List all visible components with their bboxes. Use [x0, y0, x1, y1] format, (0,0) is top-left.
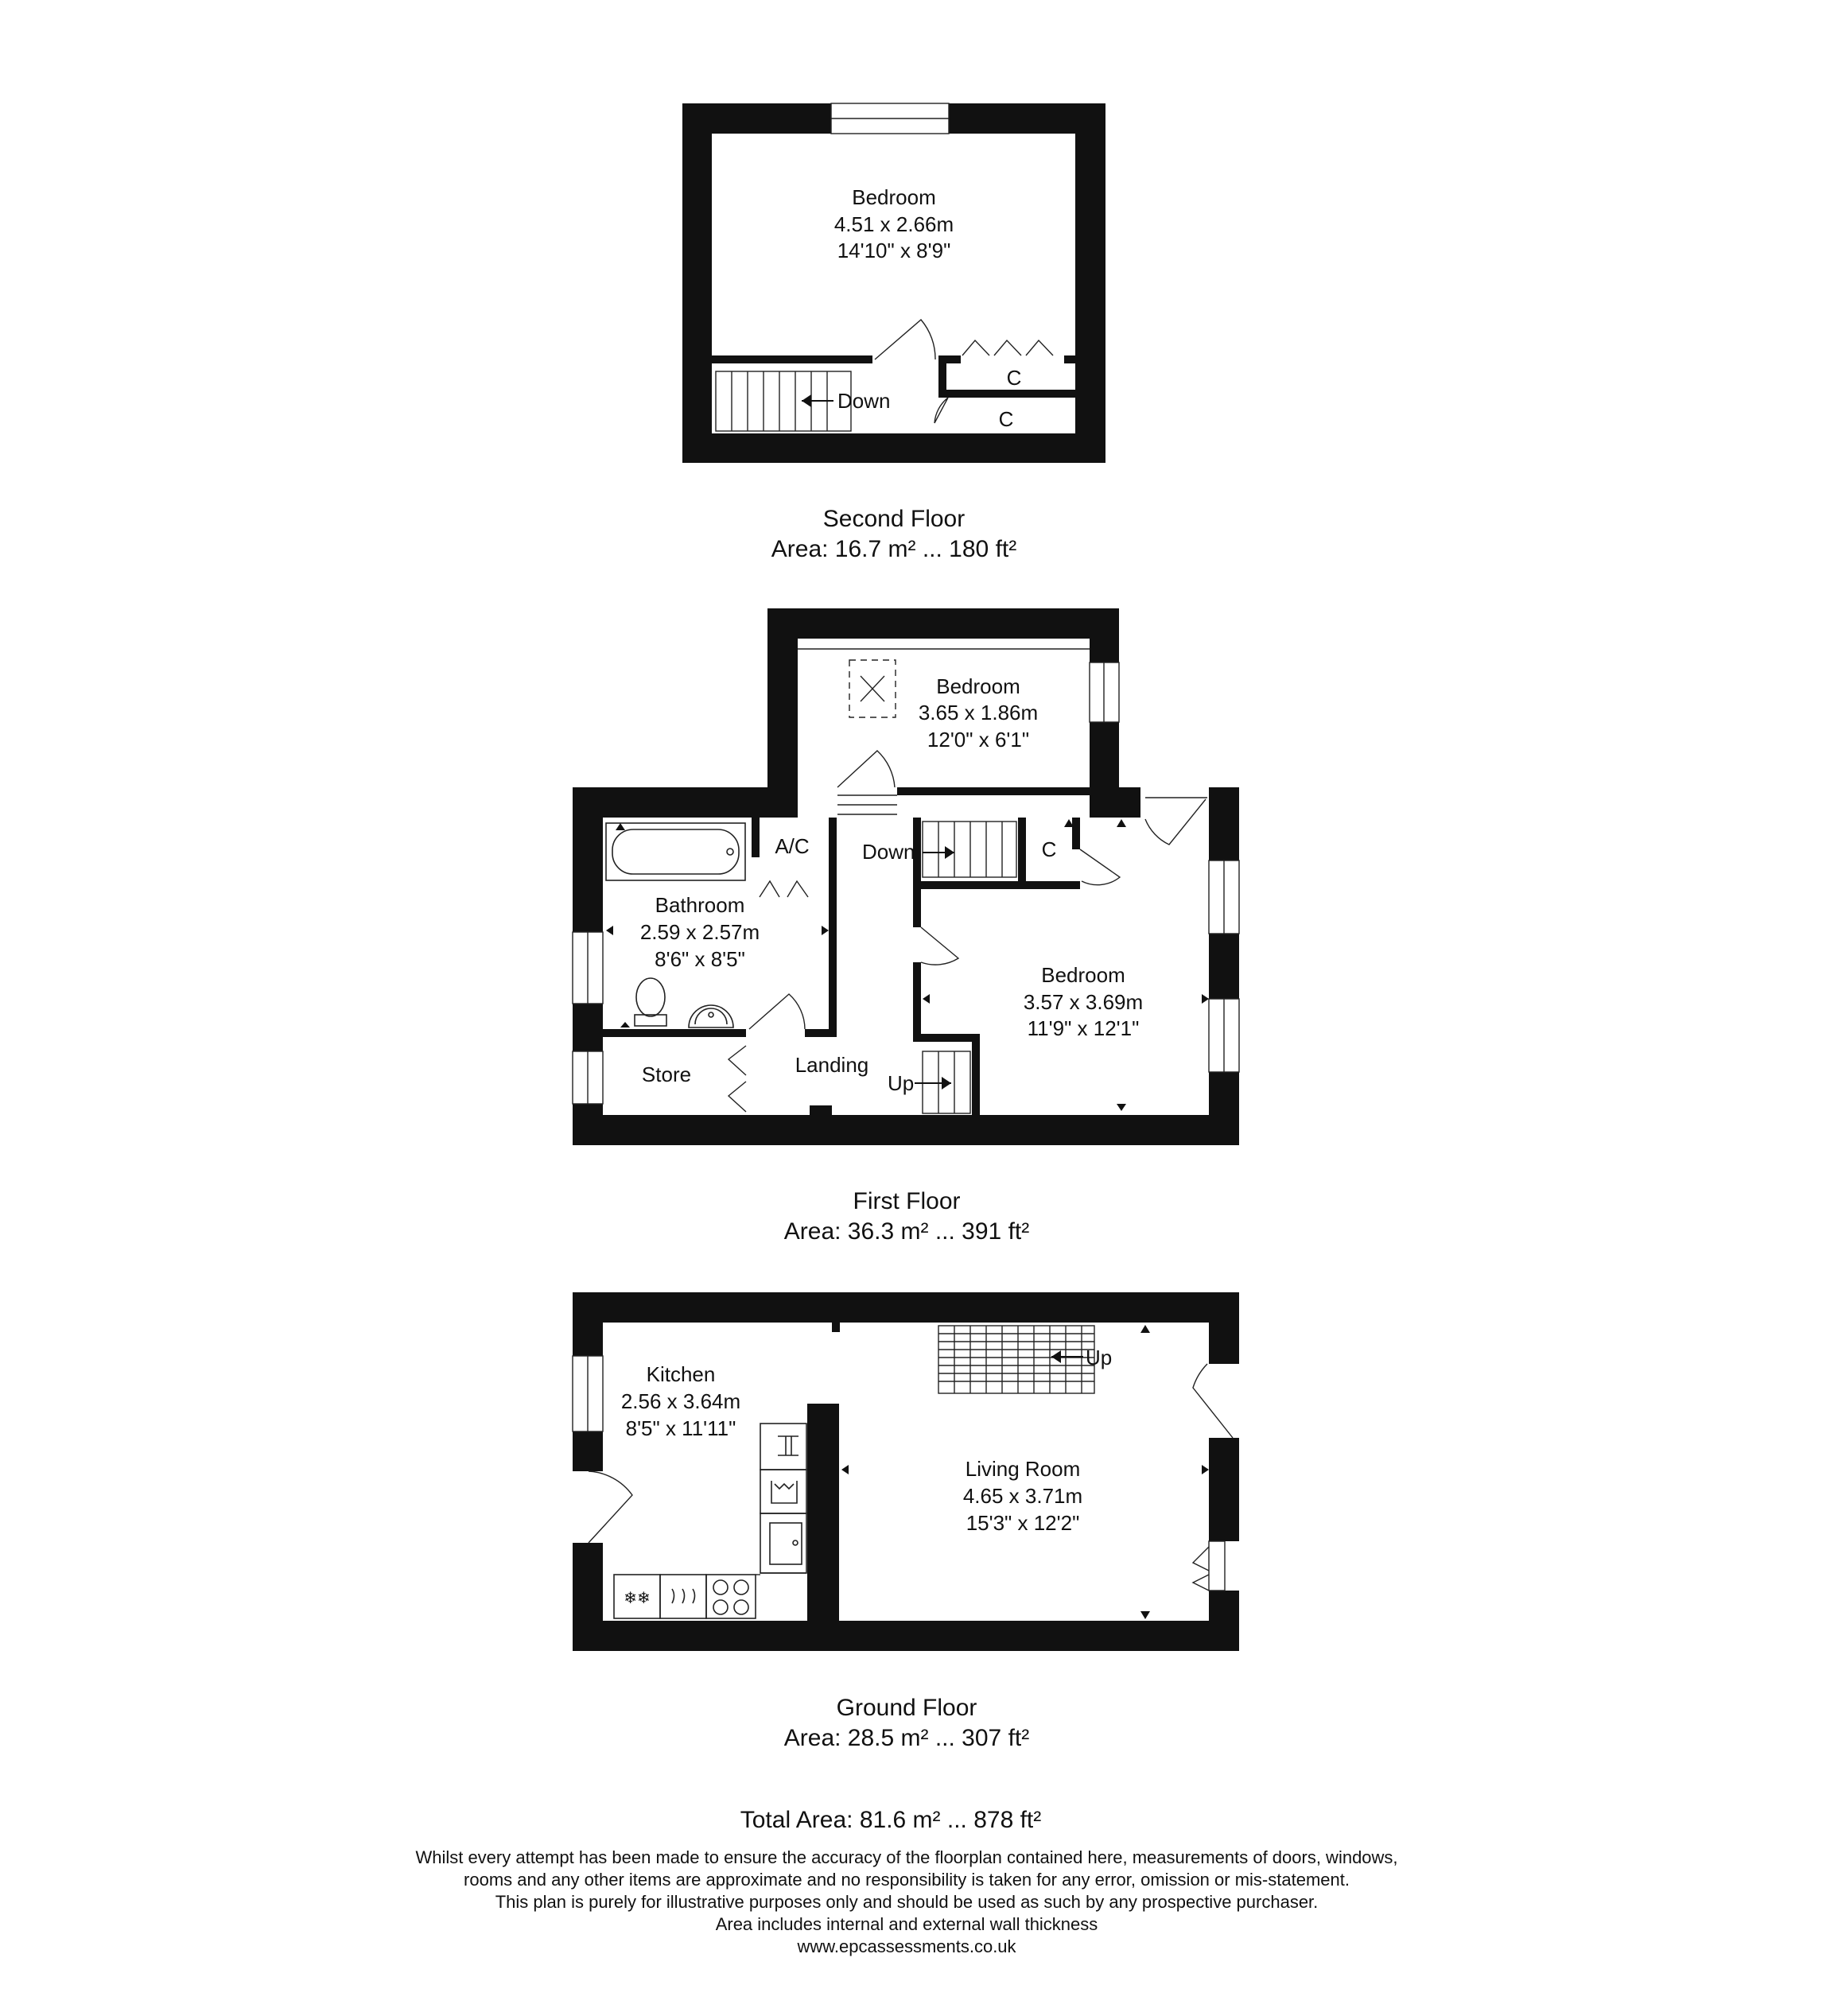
room-name: Kitchen — [646, 1362, 716, 1386]
stair-up-label: Up — [888, 1071, 915, 1095]
room-size-metric: 2.59 x 2.57m — [639, 920, 760, 944]
disclaimer-line: Area includes internal and external wall thickness — [715, 1914, 1098, 1934]
room-size-metric: 4.51 x 2.66m — [833, 212, 954, 236]
floor-title: Second Floor — [822, 506, 966, 532]
ac-cupboard-label: A/C — [775, 834, 810, 858]
room-size-imperial: 8'5" x 11'11" — [625, 1416, 736, 1440]
svg-text:❄❄: ❄❄ — [624, 1590, 651, 1607]
partition-wall — [712, 355, 872, 363]
staircase — [923, 822, 1016, 877]
cupboard-wall — [938, 355, 946, 395]
stair-down-label: Down — [862, 840, 915, 864]
cupboard-door — [962, 340, 1053, 355]
cupboard-door — [1193, 1547, 1209, 1591]
door-swing — [1145, 798, 1207, 845]
disclaimer-line: Whilst every attempt has been made to ensure the accuracy of the floorplan contained here, measurements of doors, windows, — [415, 1847, 1398, 1867]
floor-area: Area: 36.3 m² ... 391 ft² — [783, 1218, 1030, 1245]
room-size-metric: 4.65 x 3.71m — [962, 1484, 1083, 1508]
room-size-metric: 3.65 x 1.86m — [918, 701, 1039, 724]
second-floor-walls — [682, 103, 1105, 463]
door-swing — [1193, 1364, 1233, 1438]
room-size-imperial: 12'0" x 6'1" — [927, 728, 1030, 752]
landing-label: Landing — [795, 1053, 869, 1077]
room-size-metric: 2.56 x 3.64m — [620, 1389, 741, 1413]
second-floor-plan — [682, 103, 1105, 463]
room-name: Living Room — [965, 1457, 1081, 1481]
total-area: Total Area: 81.6 m² ... 878 ft² — [740, 1807, 1042, 1833]
room-size-imperial: 8'6" x 8'5" — [655, 947, 745, 971]
cupboard-door — [729, 1046, 746, 1112]
disclaimer-line: This plan is purely for illustrative purposes only and should be used as such by any prospective purchaser. — [495, 1892, 1319, 1912]
stair-down-label: Down — [837, 389, 891, 413]
cupboard-door — [934, 398, 948, 423]
room-size-imperial: 11'9" x 12'1" — [1027, 1016, 1140, 1040]
door-swing — [749, 994, 805, 1029]
store-label: Store — [641, 1062, 692, 1086]
first-floor-plan — [573, 608, 1239, 1145]
room-name: Bedroom — [1041, 963, 1125, 987]
disclaimer-line: rooms and any other items are approximate and no responsibility is taken for any error, omission or mis-statement. — [464, 1870, 1350, 1890]
cupboard-label: C — [1041, 837, 1057, 861]
ground-floor-plan — [573, 1292, 1239, 1651]
website-link[interactable]: www.epcassessments.co.uk — [797, 1936, 1016, 1956]
room-name: Bedroom — [852, 185, 936, 209]
cupboard-label: C — [998, 407, 1014, 431]
room-size-imperial: 15'3" x 12'2" — [966, 1511, 1080, 1535]
floor-area: Area: 28.5 m² ... 307 ft² — [783, 1725, 1030, 1751]
basin — [689, 1005, 733, 1027]
cupboard-wall — [938, 390, 1075, 398]
floor-area: Area: 16.7 m² ... 180 ft² — [771, 536, 1017, 562]
floor-title: First Floor — [853, 1188, 961, 1214]
door-swing — [837, 751, 895, 787]
cupboard-door — [760, 881, 808, 897]
door-swing — [589, 1471, 632, 1543]
cupboard-door — [1080, 849, 1120, 885]
staircase — [938, 1326, 1094, 1393]
cupboard-label: C — [1006, 366, 1022, 390]
kitchen-units — [614, 1424, 806, 1618]
door-swing — [875, 320, 935, 359]
room-size-metric: 3.57 x 3.69m — [1023, 990, 1144, 1014]
stair-up-label: Up — [1086, 1346, 1113, 1369]
door-swing — [921, 927, 958, 965]
floor-title: Ground Floor — [836, 1695, 977, 1721]
room-name: Bathroom — [655, 893, 745, 917]
bathtub — [606, 823, 745, 880]
room-size-imperial: 14'10" x 8'9" — [837, 239, 951, 262]
skylight — [849, 660, 896, 717]
room-name: Bedroom — [936, 674, 1020, 698]
steps — [837, 795, 897, 814]
toilet — [635, 978, 666, 1026]
